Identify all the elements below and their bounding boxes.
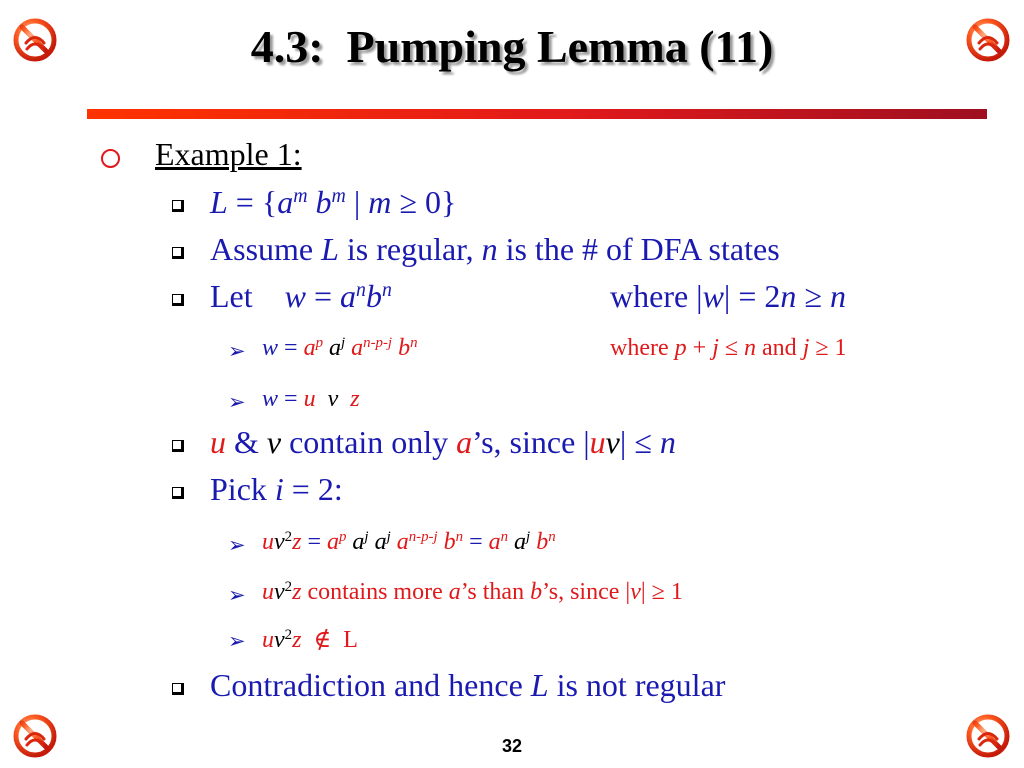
arrow-bullet-icon: ➢ <box>228 629 246 653</box>
square-bullet-icon <box>172 683 184 695</box>
w-uvz-line: w = u v z <box>262 386 360 412</box>
slide-title: 4.3: Pumping Lemma (11) <box>250 21 774 72</box>
arrow-bullet-icon: ➢ <box>228 533 246 557</box>
let-w-line: Let $w = a^nb^n$ <box>210 278 392 314</box>
page-number: 32 <box>501 736 523 756</box>
arrow-bullet-icon: ➢ <box>228 583 246 607</box>
square-bullet-icon <box>172 487 184 499</box>
square-bullet-icon <box>172 440 184 452</box>
where-constraint-line: where p + j ≤ n and j ≥ 1 <box>610 335 847 361</box>
assumption-line: Assume L is regular, n is the # of DFA states <box>210 231 780 267</box>
where-length-line: where |w| = 2n ≥ n <box>610 278 846 314</box>
uv2z-more-a-line: $uv^2z$ contains more a’s than b’s, since |v| ≥ 1 <box>262 578 683 605</box>
arrow-bullet-icon: ➢ <box>228 339 246 363</box>
square-bullet-icon <box>172 200 184 212</box>
circle-bullet-icon <box>101 149 120 168</box>
example-heading: Example 1: <box>155 136 302 172</box>
language-definition: $L = \{a^m$ $b^m$ | m ≥ 0} <box>210 184 457 220</box>
title-divider <box>87 109 987 119</box>
uv2z-expansion-line: $uv^2z = a^p$ $a^j$ $a^j$ $a^{n-p-j}$ $b^n = a^n$ $a^j$ $b^n$ <box>262 528 556 555</box>
pick-i-line: Pick i = 2: <box>210 471 343 507</box>
contradiction-line: Contradiction and hence L is not regular <box>210 667 726 703</box>
arrow-bullet-icon: ➢ <box>228 390 246 414</box>
uv2z-not-in-L-line: $uv^2z$ ∉ L <box>262 626 358 653</box>
square-bullet-icon <box>172 294 184 306</box>
uv-contain-line: u & v contain only a’s, since |uv| ≤ n <box>210 424 676 460</box>
w-decomposition-line: $w = a^p$ $a^j$ $a^{n-p-j}$ $b^n$ <box>262 334 418 361</box>
square-bullet-icon <box>172 247 184 259</box>
